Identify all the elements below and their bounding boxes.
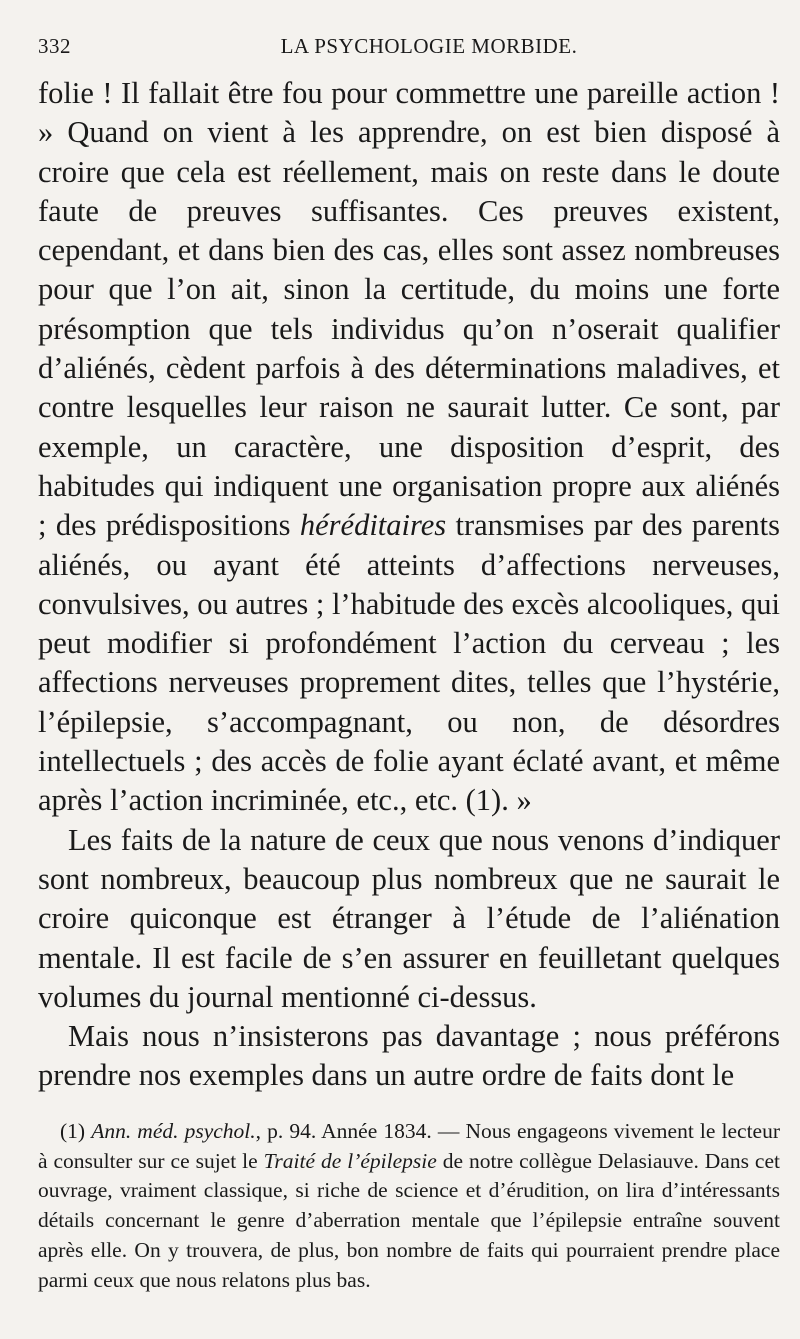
footnote [38,1117,780,1295]
paragraph-continuation [38,74,780,821]
emphasis-text: héréditaires [299,508,447,543]
footnote-marker: (1) [60,1119,86,1143]
footnote-text: de notre collègue Delasiauve. Dans cet ouvrage, vraiment classique, si riche de science et d’érudition, on lira d’intéressants détails concernant le genre d’aberration mentale que l’épilepsie entraîne souvent après elle. On y trouvera, de plus, bon nombre de faits qui pourraient prendre place parmi ceux que nous relatons plus bas. [38,1148,780,1292]
citation-title: Ann. méd. psychol. [91,1119,256,1143]
running-title: LA PSYCHOLOGIE MORBIDE. [280,34,578,58]
body-text [38,74,780,1096]
page-number: 332 [38,34,71,58]
page-header [38,34,780,64]
paragraph-text: folie ! Il fallait être fou pour commettre une pareille action ! » Quand on vient à les apprendre, on est bien disposé à croire que cela est réellement, mais on reste dans le doute faute de preuves suffisantes. Ces preuves existent, cependant, et dans bien des cas, elles sont assez nombreuses pour que l’on ait, sinon la certitude, du moins une forte présomption que tels individus qu’on n’oserait qualifier d’aliénés, cèdent parfois à des déterminations maladives, et contre lesquelles leur raison ne saurait lutter. Ce sont, par exemple, un caractère, une disposition d’esprit, des habitudes qui indiquent une organisation propre aux aliénés ; des prédispositions [38,76,780,543]
book-title: Traité de l’épilepsie [263,1148,437,1173]
paragraph: Mais nous n’insisterons pas davantage ; nous préférons prendre nos exemples dans un autre ordre de faits dont le [38,1019,780,1093]
footnotes [38,1117,780,1295]
paragraph: Les faits de la nature de ceux que nous venons d’indiquer sont nombreux, beaucoup plus nombreux que ne saurait le croire quiconque est étranger à l’étude de l’aliénation mentale. Il est facile de s’en assurer en feuilletant quelques volumes du journal mentionné ci-dessus. [38,822,780,1014]
paragraph-text: transmises par des parents aliénés, ou ayant été atteints d’affections nerveuses, convulsives, ou autres ; l’habitude des excès alcooliques, qui peut modifier si profondément l’action du cerveau ; les affections nerveuses proprement dites, telles que l’hystérie, l’épilepsie, s’accompagnant, ou non, de désordres intellectuels ; des accès de folie ayant éclaté avant, et même après l’action incriminée, etc., etc. (1). » [38,508,780,818]
citation-details: , p. 94. Année 1834. — Nous engageons vivement le lecteur à consulter sur ce sujet le [38,1119,780,1173]
